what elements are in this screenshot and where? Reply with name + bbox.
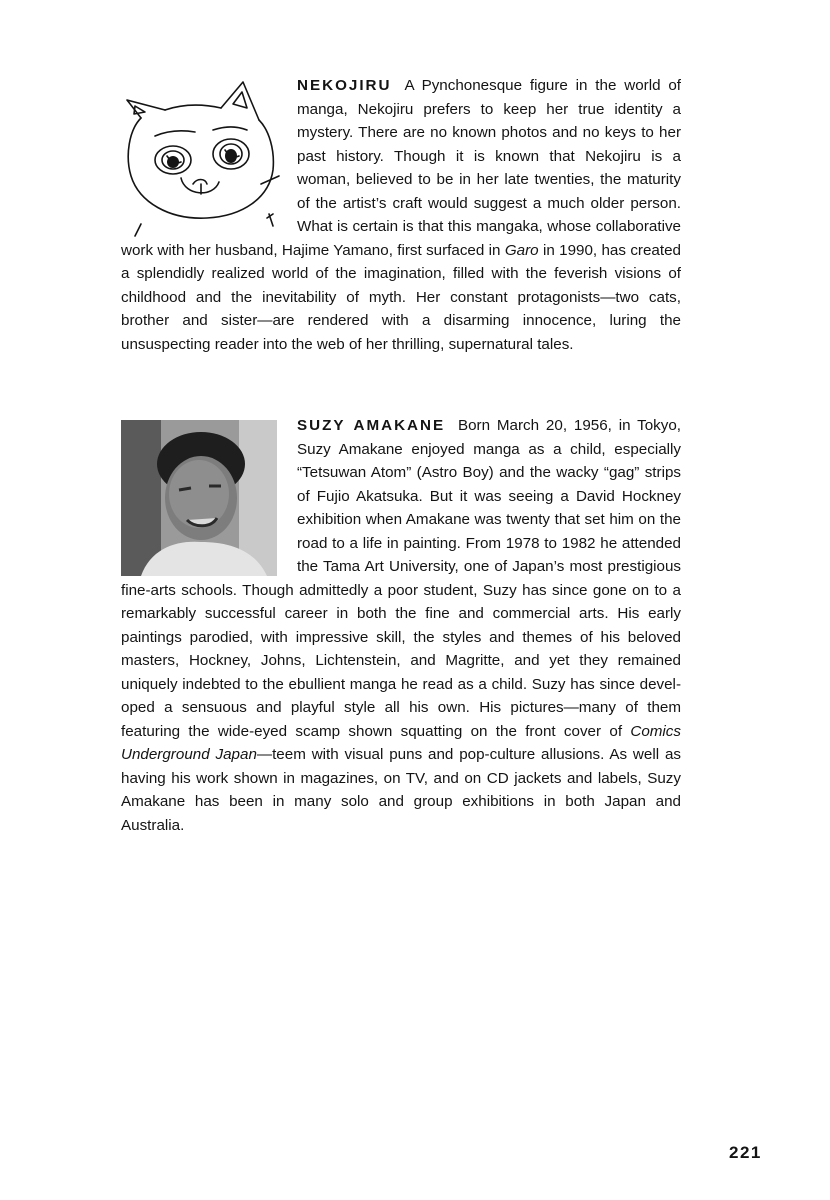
artist-name: SUZY AMAKANE: [297, 417, 446, 434]
page-number: 221: [729, 1143, 762, 1162]
entry-nekojiru: [121, 74, 681, 356]
entry-body-part: Born March 20, 1956, in Tokyo, Suzy Amakane enjoyed manga as a child, especially “Tetsuwan Atom” (Astro Boy) and the wacky “gag” strips of Fujio Akatsuka. But it was seeing a David Hockney exhibition when Amakane was twenty that set him on the road to a life in painting. From 1978 to 1982 he attended the Tama Art University, one of Japan’s most prestigious fine-arts schools. Though admittedly a poor student, Suzy has since gone on to a remarkably successful career in both the fine and commercial arts. His early paintings parodied, with impressive skill, the styles and themes of his beloved masters, Hockney, Johns, Lichtenstein, and Magritte, and yet they remained uniquely indebted to the ebullient manga he read as a child. Suzy has since developed a sensuous and playful style all his own. His pictures—many of them featuring the wide-eyed scamp shown squatting on the front cover of: [121, 417, 682, 740]
portrait-figure: [121, 414, 293, 576]
entry-suzy-amakane: [121, 414, 681, 837]
artist-name: NEKOJIRU: [297, 77, 392, 94]
cat-drawing-icon: [121, 74, 293, 238]
cat-illustration: [121, 74, 293, 238]
entry-body-part: in 1990, has created a splendidly realized world of the imagination, filled with the feverish visions of childhood and the inevitability of myth. Her constant protagonists—two cats, brother and sister—are rendered with a disarming innocence, luring the unsuspecting reader into the web of her thrilling, supernatural tales.: [121, 241, 681, 353]
portrait-photo: [121, 420, 277, 576]
portrait-photo-icon: [121, 420, 277, 576]
entry-body-part: —teem with visual puns and pop-culture allusions. As well as having his work shown in magazines, on TV, and on CD jackets and labels, Suzy Amakane has been in many solo and group exhibitions in both Japan and Australia.: [121, 746, 681, 834]
publication-title: Garo: [504, 241, 539, 259]
entry-body-part: A Pynchonesque figure in the world of manga, Nekojiru prefers to keep her true identity a mystery. There are no known photos and no keys to her past history. Though it is known that Nekojiru is a woman, believed to be in her late twenties, the maturity of the artist’s craft would suggest a much older person. What is certain is that this mangaka, whose collaborative work with her husband, Hajime Yamano, first surfaced in: [121, 77, 681, 259]
publication-title: Comics Underground Japan: [121, 722, 681, 763]
